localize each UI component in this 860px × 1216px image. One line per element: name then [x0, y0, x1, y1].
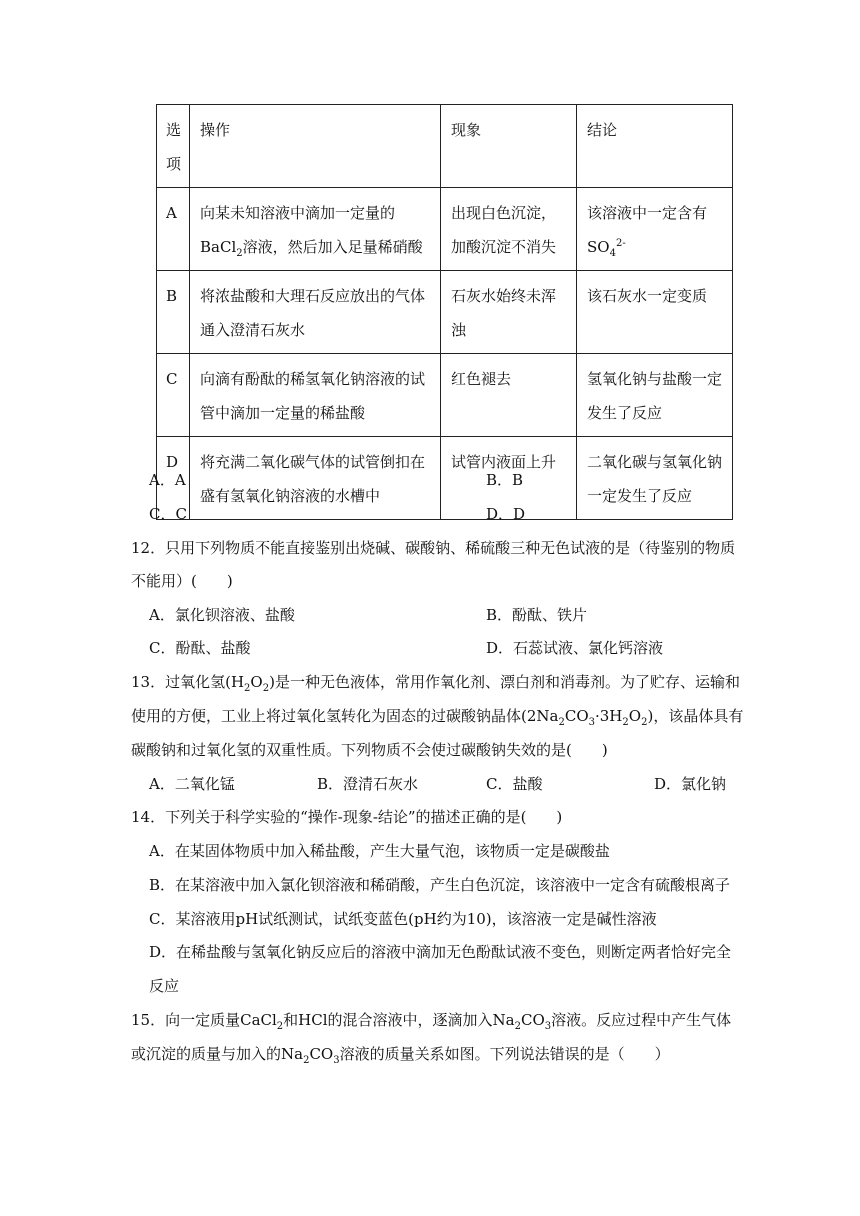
table-header-row — [157, 105, 733, 188]
row-conclusion: 氢氧化钠与盐酸一定发生了反应 — [577, 354, 733, 437]
table-row — [157, 354, 733, 437]
q11-option-c[interactable]: C．C — [149, 505, 187, 523]
row-option: B — [157, 271, 190, 354]
q13-option-a[interactable]: A．二氧化锰 — [149, 775, 235, 793]
q14-option-d-line2: 反应 — [149, 977, 180, 995]
header-option: 选项 — [157, 105, 190, 188]
row-conclusion: 该石灰水一定变质 — [577, 271, 733, 354]
row-option: C — [157, 354, 190, 437]
q12-option-a[interactable]: A．氯化钡溶液、盐酸 — [149, 606, 295, 624]
q13-stem-line3: 碳酸钠和过氧化氢的双重性质。下列物质不会使过碳酸钠失效的是( ) — [131, 741, 608, 759]
row-operation: 向某未知溶液中滴加一定量的BaCl$_2$溶液，然后加入足量稀硝酸 — [190, 188, 441, 271]
q15-stem-line2: 或沉淀的质量与加入的$Na_2CO_3$溶液的质量关系如图。下列说法错误的是（ ） — [131, 1045, 670, 1066]
q15-stem-line1: 15．向一定质量CaCl$_2$和HCl的混合溶液中，逐滴加入$Na_2CO_3$溶液。反应过程中产生气体 — [131, 1011, 732, 1032]
q13-option-c[interactable]: C．盐酸 — [486, 775, 543, 793]
q12-stem-line2: 不能用）( ) — [131, 572, 233, 590]
q12-option-c[interactable]: C．酚酞、盐酸 — [149, 639, 251, 657]
row-operation: 将浓盐酸和大理石反应放出的气体通入澄清石灰水 — [190, 271, 441, 354]
row-phenomenon: 出现白色沉淀，加酸沉淀不消失 — [441, 188, 577, 271]
table-row — [157, 437, 733, 520]
row-conclusion: 二氧化碳与氢氧化钠一定发生了反应 — [577, 437, 733, 520]
header-conclusion: 结论 — [577, 105, 733, 188]
row-phenomenon: 红色褪去 — [441, 354, 577, 437]
header-operation: 操作 — [190, 105, 441, 188]
q13-stem-line1: 13．过氧化氢$(H_2O_2)$是一种无色液体，常用作氧化剂、漂白剂和消毒剂。为了贮存、运输和 — [131, 673, 740, 694]
row-operation: 向滴有酚酞的稀氢氧化钠溶液的试管中滴加一定量的稀盐酸 — [190, 354, 441, 437]
row-phenomenon: 石灰水始终未浑浊 — [441, 271, 577, 354]
q11-option-d[interactable]: D．D — [486, 505, 526, 523]
q12-option-d[interactable]: D．石蕊试液、氯化钙溶液 — [486, 639, 664, 657]
q12-option-b[interactable]: B．酚酞、铁片 — [486, 606, 588, 624]
q12-stem-line1: 12．只用下列物质不能直接鉴别出烧碱、碳酸钠、稀硫酸三种无色试液的是（待鉴别的物质 — [131, 539, 736, 557]
q14-option-c[interactable]: C．某溶液用pH试纸测试，试纸变蓝色(pH约为10)，该溶液一定是碱性溶液 — [149, 910, 657, 928]
row-operation: 将充满二氧化碳气体的试管倒扣在盛有氢氧化钠溶液的水槽中 — [190, 437, 441, 520]
header-phenomenon: 现象 — [441, 105, 577, 188]
q13-option-d[interactable]: D．氯化钠 — [654, 775, 727, 793]
row-phenomenon: 试管内液面上升 — [441, 437, 577, 520]
q14-option-a[interactable]: A．在某固体物质中加入稀盐酸，产生大量气泡，该物质一定是碳酸盐 — [149, 842, 610, 860]
q14-option-d-line1[interactable]: D．在稀盐酸与氢氧化钠反应后的溶液中滴加无色酚酞试液不变色，则断定两者恰好完全 — [149, 943, 732, 961]
q11-option-b[interactable]: B．B — [486, 471, 524, 489]
row-option: D — [157, 437, 190, 520]
row-conclusion: 该溶液中一定含有$SO_4^{2-}$ — [577, 188, 733, 271]
q14-option-b[interactable]: B．在某溶液中加入氯化钡溶液和稀硝酸，产生白色沉淀，该溶液中一定含有硫酸根离子 — [149, 876, 731, 894]
experiment-table — [156, 104, 733, 520]
row-option: A — [157, 188, 190, 271]
table-row — [157, 188, 733, 271]
q13-option-b[interactable]: B．澄清石灰水 — [317, 775, 419, 793]
q13-stem-line2: 使用的方便，工业上将过氧化氢转化为固态的过碳酸钠晶体$(2Na_2CO_3\cdot 3H_2O_2)$，该晶体具有 — [131, 707, 744, 728]
table-row — [157, 271, 733, 354]
q14-stem: 14．下列关于科学实验的“操作-现象-结论”的描述正确的是( ) — [131, 808, 563, 826]
q11-option-a[interactable]: A．A — [149, 471, 186, 489]
